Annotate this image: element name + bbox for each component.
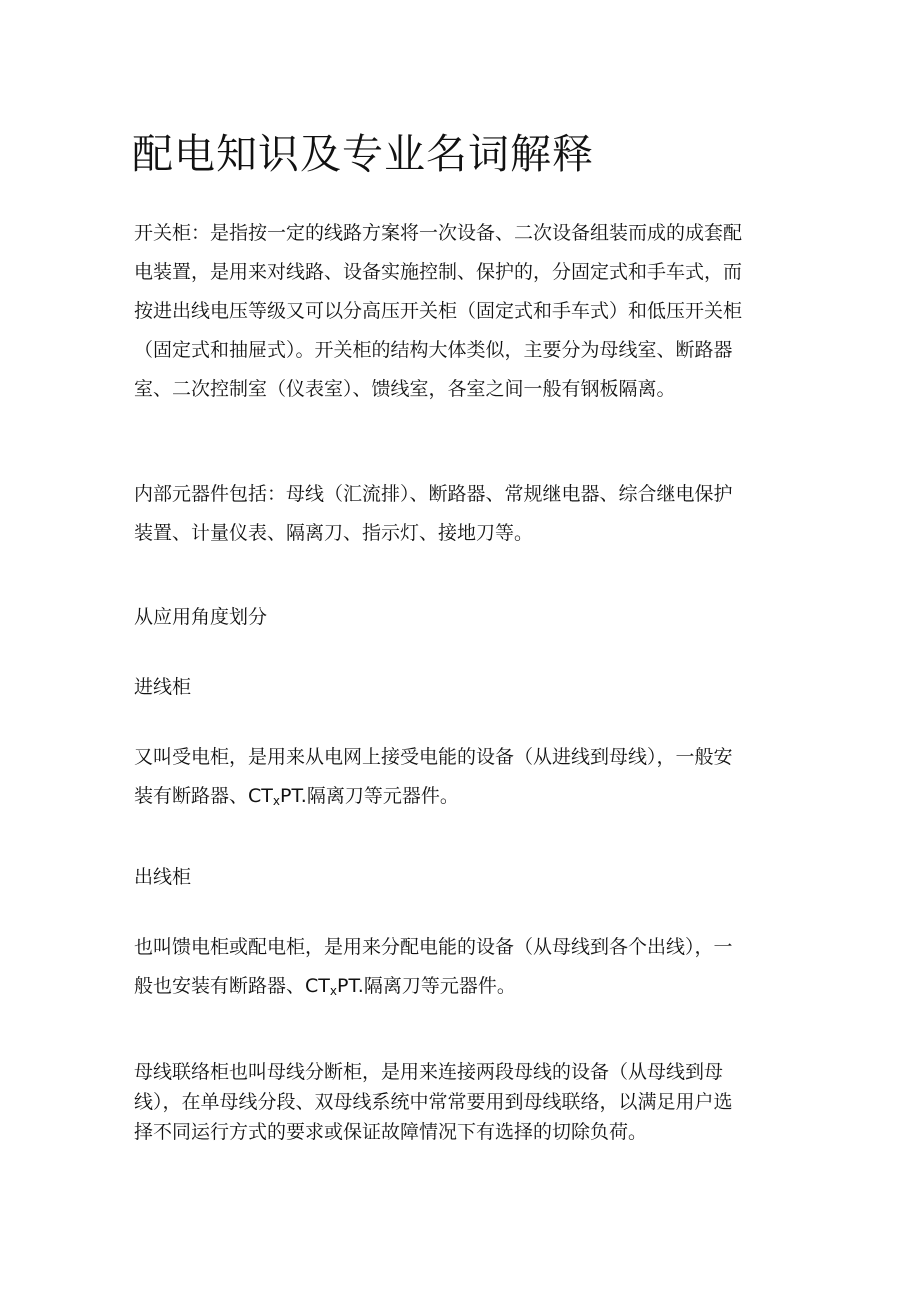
paragraph-line: 内部元器件包括：母线（汇流排）、断路器、常规继电器、综合继电保护 <box>134 483 733 505</box>
paragraph-incoming-cabinet <box>134 738 784 821</box>
paragraph-line <box>134 777 784 821</box>
paragraph-line: 装置、计量仪表、隔离刀、指示灯、接地刀等。 <box>134 522 534 544</box>
line-text: 般也安装有断路器、CT <box>134 975 330 997</box>
paragraph-line: 按进出线电压等级又可以分高压开关柜（固定式和手车式）和低压开关柜 <box>134 300 743 322</box>
paragraph-internal-components <box>134 475 784 553</box>
paragraph-line: 电装置，是用来对线路、设备实施控制、保护的，分固定式和手车式，而 <box>134 261 743 283</box>
paragraph-line: （固定式和抽屉式）。开关柜的结构大体类似，主要分为母线室、断路器 <box>134 339 733 361</box>
paragraph-line: 开关柜：是指按一定的线路方案将一次设备、二次设备组装而成的成套配 <box>134 222 743 244</box>
subscript-text: x <box>329 984 337 998</box>
subscript-text: x <box>272 794 280 808</box>
heading-incoming-cabinet: 进线柜 <box>134 676 192 698</box>
heading-application-division: 从应用角度划分 <box>134 606 268 628</box>
paragraph-line: 线），在单母线分段、双母线系统中常常要用到母线联络，以满足用户选 <box>134 1091 733 1113</box>
paragraph-line <box>134 967 784 1011</box>
line-text: PT.隔离刀等元器件。 <box>279 785 459 807</box>
paragraph-bus-tie-cabinet <box>134 1057 784 1147</box>
paragraph-line: 择不同运行方式的要求或保证故障情况下有选择的切除负荷。 <box>134 1121 648 1143</box>
paragraph-line: 又叫受电柜，是用来从电网上接受电能的设备（从进线到母线），一般安 <box>134 746 733 768</box>
document-title: 配电知识及专业名词解释 <box>132 130 594 178</box>
paragraph-line: 母线联络柜也叫母线分断柜，是用来连接两段母线的设备（从母线到母 <box>134 1061 724 1083</box>
line-text: PT.隔离刀等元器件。 <box>336 975 516 997</box>
paragraph-line: 也叫馈电柜或配电柜，是用来分配电能的设备（从母线到各个出线），一 <box>134 936 733 958</box>
heading-outgoing-cabinet: 出线柜 <box>134 866 192 888</box>
paragraph-line: 室、二次控制室（仪表室）、馈线室，各室之间一般有钢板隔离。 <box>134 378 676 400</box>
paragraph-switchgear-definition <box>134 214 784 409</box>
line-text: 装有断路器、CT <box>134 785 273 807</box>
paragraph-outgoing-cabinet <box>134 928 784 1011</box>
